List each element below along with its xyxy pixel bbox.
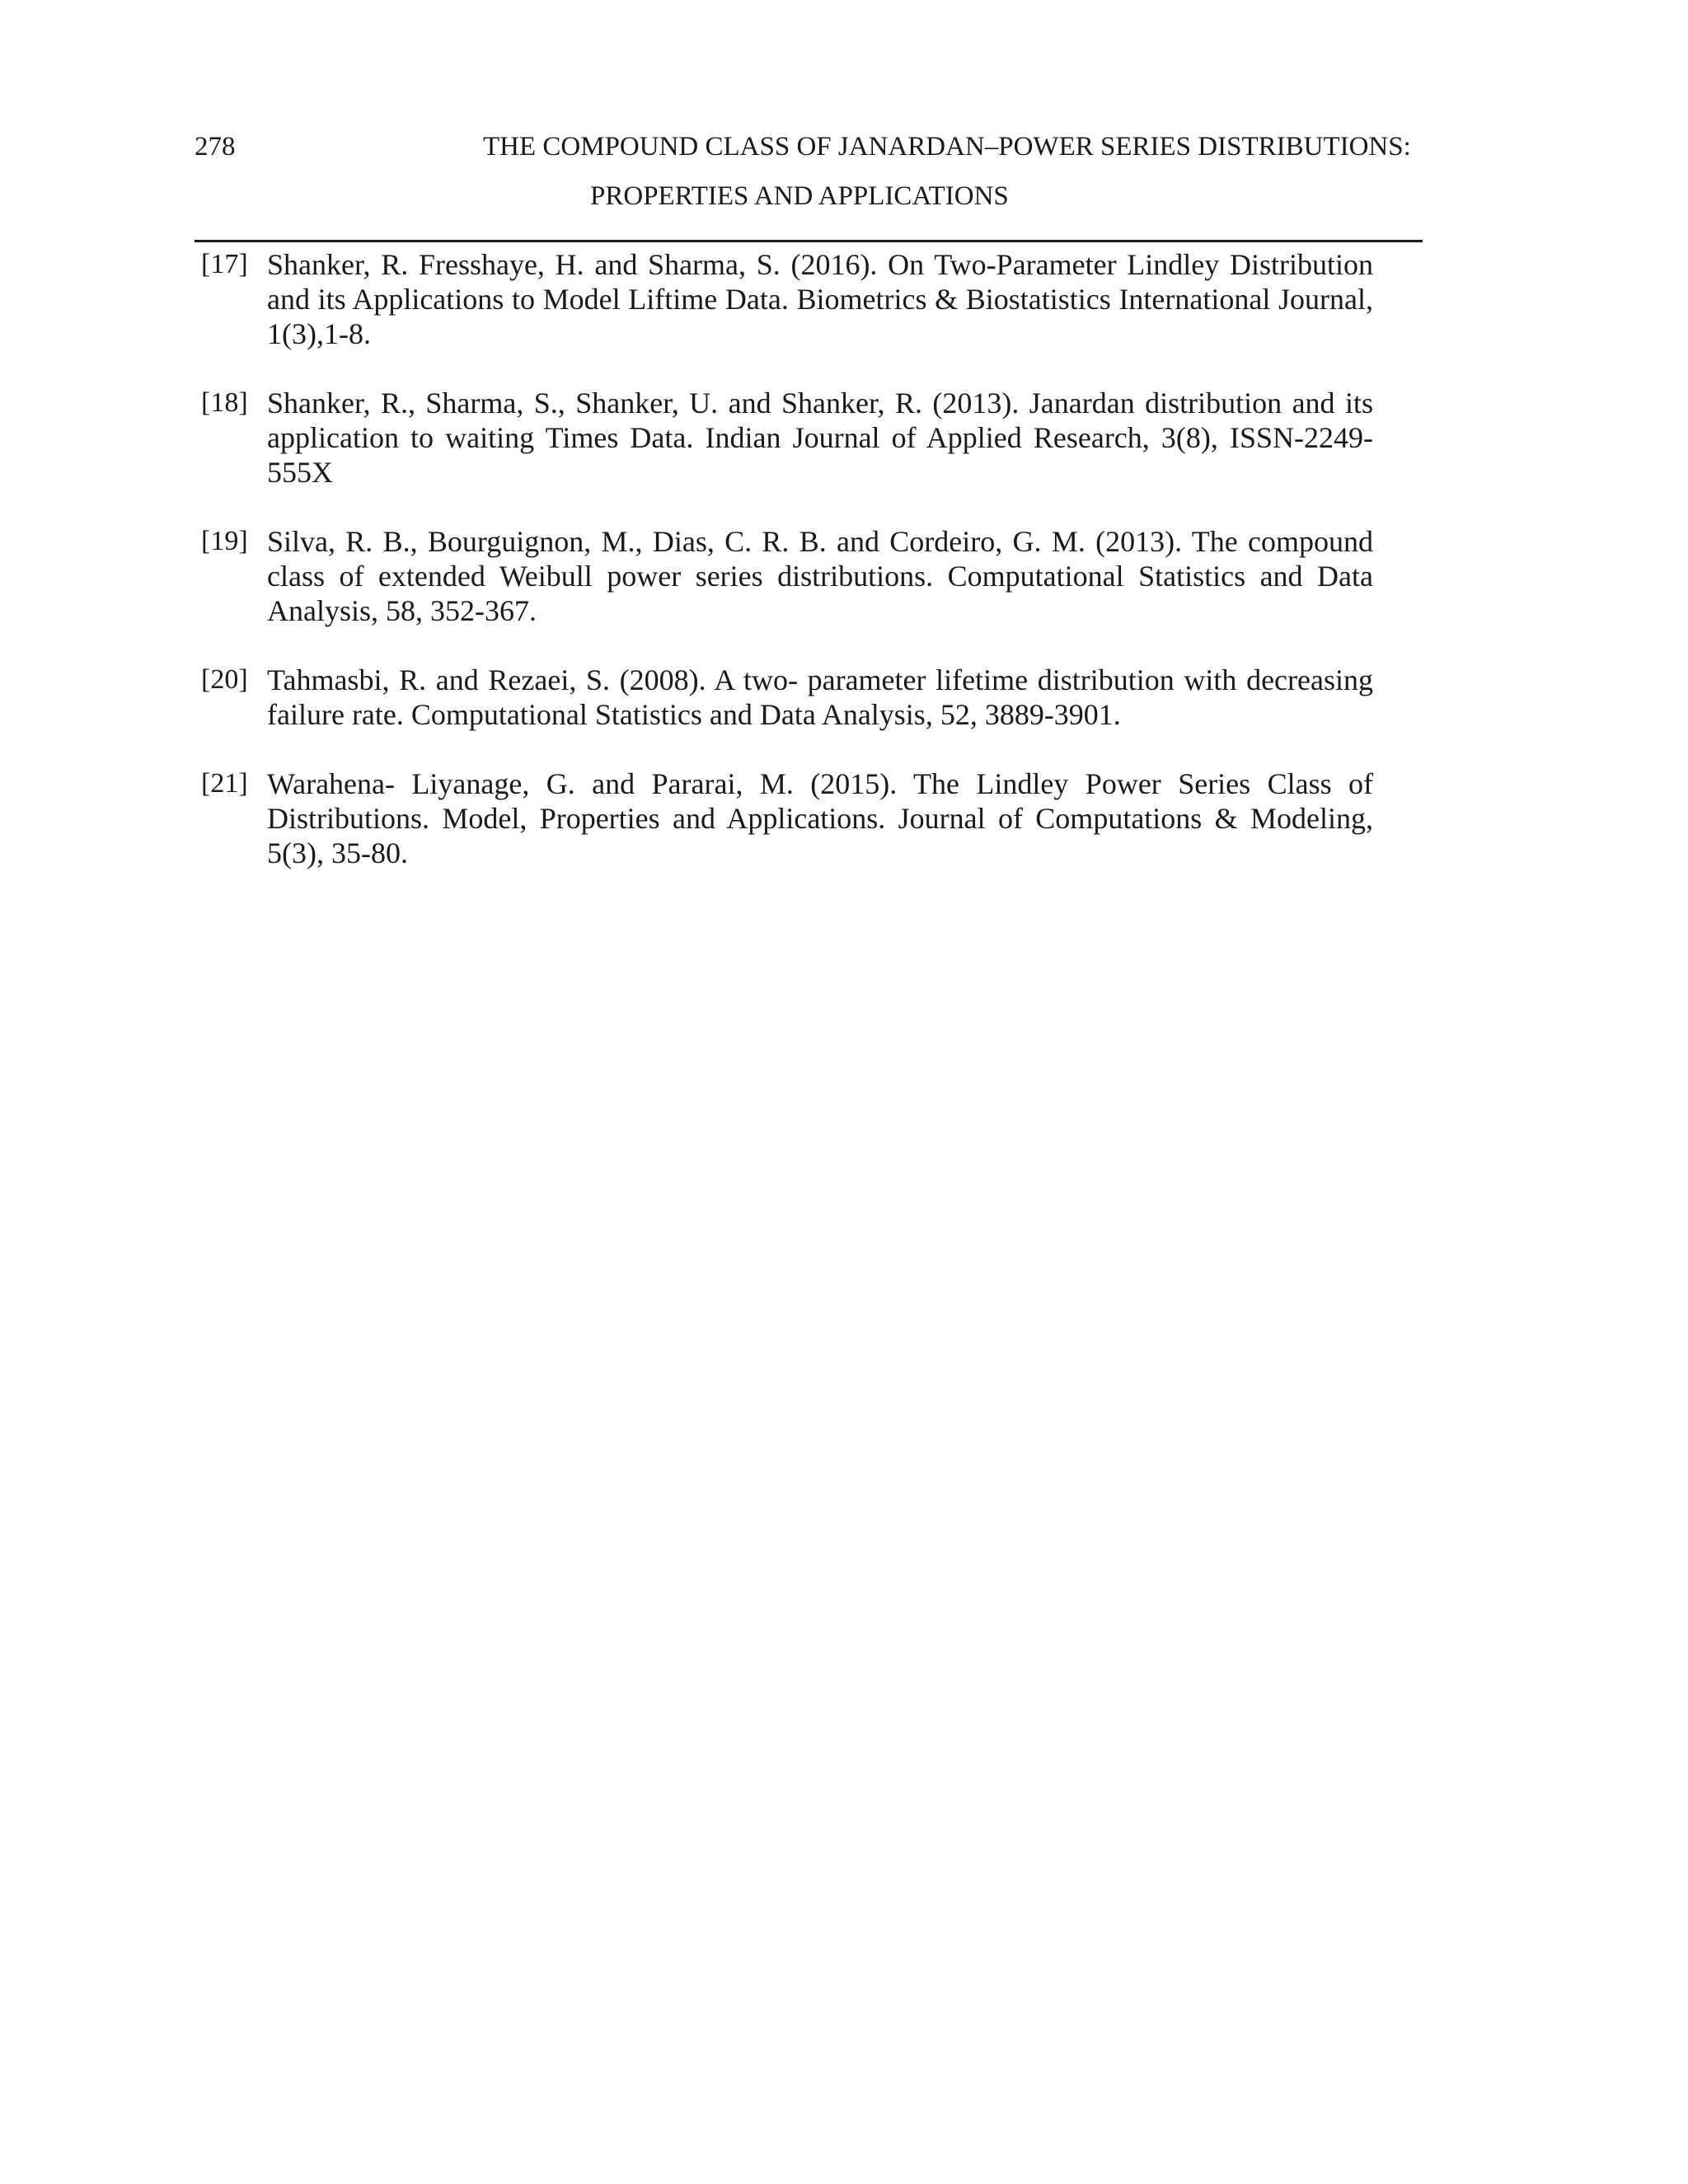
page-number: 278 <box>195 132 236 162</box>
reference-item-21 <box>195 766 1373 870</box>
reference-item-19 <box>195 524 1373 628</box>
reference-number: [17] <box>201 249 248 279</box>
reference-list <box>195 247 1373 905</box>
reference-item-20 <box>195 663 1373 732</box>
reference-text: Silva, R. B., Bourguignon, M., Dias, C. R. B. and Cordeiro, G. M. (2013). The compound class of extended Weibull power series distributions. Computational Statistics and Data Analysis, 58, 352-367. <box>267 525 1373 627</box>
reference-number: [21] <box>201 768 248 799</box>
reference-number: [19] <box>201 526 248 556</box>
running-title: THE COMPOUND CLASS OF JANARDAN–POWER SERIES DISTRIBUTIONS: <box>483 132 1411 162</box>
reference-text: Shanker, R. Fresshaye, H. and Sharma, S. (2016). On Two-Parameter Lindley Distribution and its Applications to Model Liftime Data. Biometrics & Biostatistics International Journal, 1(3),1-8. <box>267 248 1373 350</box>
reference-item-18 <box>195 386 1373 490</box>
reference-text: Warahena- Liyanage, G. and Pararai, M. (2015). The Lindley Power Series Class of Distributions. Model, Properties and Applications. Journal of Computations & Modeling, 5(3), 35-80. <box>267 767 1373 869</box>
reference-text: Tahmasbi, R. and Rezaei, S. (2008). A two- parameter lifetime distribution with decreasing failure rate. Computational Statistics and Data Analysis, 52, 3889-3901. <box>267 663 1373 731</box>
reference-text: Shanker, R., Sharma, S., Shanker, U. and Shanker, R. (2013). Janardan distribution and its application to waiting Times Data. Indian Journal of Applied Research, 3(8), ISSN-2249-555X <box>267 387 1373 489</box>
reference-number: [18] <box>201 387 248 418</box>
reference-number: [20] <box>201 664 248 695</box>
reference-item-17 <box>195 247 1373 351</box>
header-divider <box>195 240 1423 242</box>
running-title-subtitle: PROPERTIES AND APPLICATIONS <box>590 181 1009 211</box>
